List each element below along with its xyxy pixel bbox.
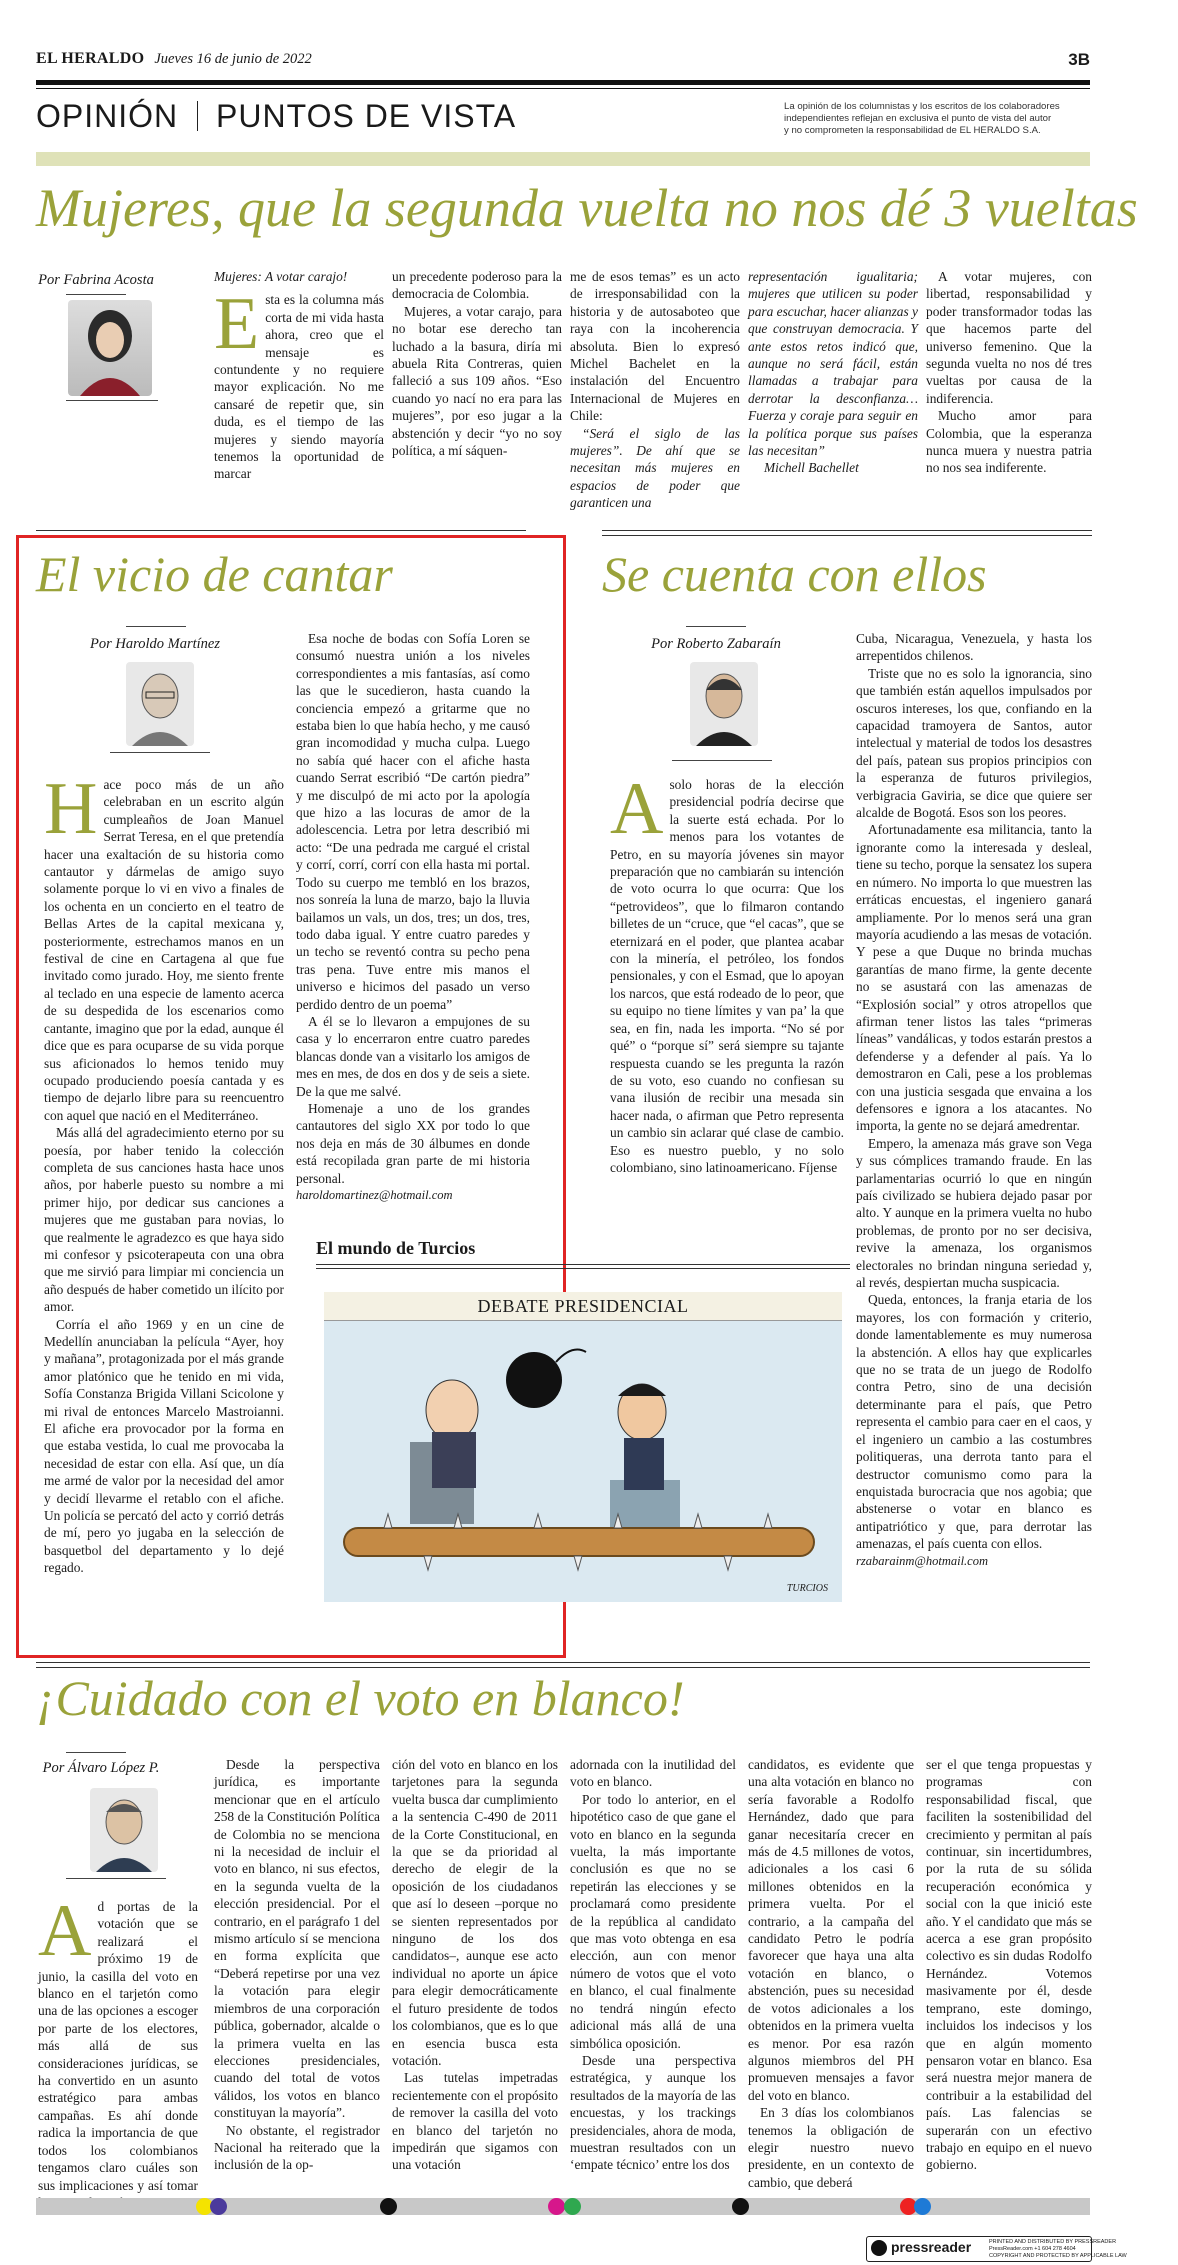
registration-dot-blue xyxy=(914,2198,931,2215)
article3-col1 xyxy=(610,768,844,1176)
pressreader-brand: pressreader xyxy=(891,2239,972,2255)
article4-title: ¡Cuidado con el voto en blanco! xyxy=(36,1670,685,1726)
article1-paragraph: me de esos temas” es un acto de irresponsabilidad con la historia y de autosaboteo que raya con la incoherencia absoluta. Bien lo expresó Michel Bachelet en la instalación del Encuentro Internacional de Mujeres en Chile: xyxy=(570,269,740,424)
pressreader-line: PRINTED AND DISTRIBUTED BY PRESSREADER xyxy=(989,2239,1117,2245)
article2-paragraph: Corría el año 1969 y en un cine de Medellín anunciaban la película “Ayer, hoy y mañana”, protagonizada por el más grande amor platónico que he tenido en mi vida, Sofía Constanza Brigida Villani Scicolone y mi rival de entonces Marcelo Mastroianni. El afiche era provocador por la forma en que estaba vestida, lo cual me provocaba la necesidad de estar con ella. Así que, un día me armé de valor por la necesidad del amor y decidí llevarme el retablo con el afiche. Un policía se percató del acto y corrió detrás de mí, pero yo jugaba en la selección de basquetbol del departamento y lo dejé regado. xyxy=(44,1316,284,1576)
article4-paragraph: ción del voto en blanco en los tarjetones para la segunda vuelta busca dar cumplimiento a la sentencia C-490 de 2011 de la Corte Constitucional, en la que se da prioridad al derecho de elegir de la oposición de los ciudadanos que así lo deseen –porque no se sienten representados por ninguno de los dos candidatos–, aunque ese acto individual no aporte un ápice para elegir democráticamente el futuro presidente de todos los colombianos, que es lo que en esencia busca esta votación. xyxy=(392,1757,558,2068)
section-rule xyxy=(602,535,1092,536)
article4-paragraph xyxy=(38,1890,198,2211)
cartoon-rule xyxy=(316,1268,850,1269)
page-number: 3B xyxy=(1068,50,1090,69)
paragraph-text: ace poco más de un año celebraban en un escrito algún cumpleaños de Joan Manuel Serrat Teresa, en el que pretendía hacer una exaltación de su historia como cantautor y dármelas de amigo suyo solamente porque lo vi en vivo a finales de los ochenta en un concierto en el teatro de Bellas Artes de la capital mexicana y, posteriormente, estrechamos manos en un festival de cine en Cartagena al que fue invitado como jurado. Hoy, me siento frente al teclado en una especie de lamento acerca de su despedida de los escenarios como cantante, imagino que por la edad, aunque él dice que es para ocuparse de su vida porque sus aficionados lo hemos tenido muy ocupado produciendo poesía cantada y es tiempo de dejarlo libre para su reencuentro con aquel que nació en el Mediterráneo. xyxy=(44,777,284,1123)
paragraph-text: solo horas de la elección presidencial podría decirse que la suerte está echada. Por lo menos para los votantes de Petro, en su mayoría jóvenes sin mayor preparación que no cambiarán su intención de voto ocurra lo que ocurra: Que los “petrovideos”, que lo filmaron contando billetes de un “cruce, que “el cacas”, que se eternizará en el poder, que plantea acabar con la minería, el petróleo, los fondos pensionales, y con el Esmad, que lo apoyan los narcos, que está rodeado de lo peor, que su equipo no tiene límites y van pa’ la que sea, en fin, nada les importa. “No sé por qué” o “porque sí” será siempre su tajante respuesta cuando se les pregunta la razón de su voto, eso cuando no confiesan su vana ilusión de recibir una mesada sin hacer nada, o afirman que Petro representa un cambio sin aclarar qué clase de cambio. Eso es nuestro pueblo, y no solo colombiano, sino latinoamericano. Fíjense xyxy=(610,777,844,1175)
author-email[interactable]: rzabarainm@hotmail.com xyxy=(856,1553,988,1568)
author-photo-haroldo xyxy=(126,662,194,746)
article1-byline: Por Fabrina Acosta xyxy=(38,272,154,288)
masthead xyxy=(36,50,1090,72)
article1-paragraph: Mujeres, a votar carajo, para no botar ese derecho tan luchado a la basura, diría mi abuela Rita Contreras, quien falleció a sus 109 años. “Eso cuando yo nací no era para las mujeres”, por eso jugar a la abstención y decir “yo no soy política, a mí sáquen- xyxy=(392,303,562,459)
pressreader-info xyxy=(989,2239,1127,2260)
article4-byline: Por Álvaro López P. xyxy=(42,1760,160,1776)
section-rule xyxy=(36,1662,1090,1663)
article3-byline: Por Roberto Zabaraín xyxy=(651,636,781,652)
article3-paragraph: Cuba, Nicaragua, Venezuela, y hasta los arrepentidos chilenos. xyxy=(856,631,1092,664)
photo-rule xyxy=(110,752,210,753)
registration-dot-green xyxy=(564,2198,581,2215)
section-header xyxy=(36,98,516,138)
masthead-rule xyxy=(36,80,1090,85)
article2-byline: Por Haroldo Martínez xyxy=(90,636,220,652)
article4-paragraph: Por todo lo anterior, en el hipotético caso de que gane el voto en blanco en la segunda vuelta, la más importante conclusión es que no se repetirán las elecciones y se proclamará como presidente de la república al candidato que mas voto obtenga en esa elección, aun con menor número de votos que el voto en blanco, el cual finalmente no tendrá ningún efecto adicional más allá de una simbólica oposición. xyxy=(570,1791,736,2051)
article4-col1 xyxy=(38,1890,198,2211)
article1-paragraph xyxy=(214,283,384,482)
portrait-icon xyxy=(68,300,152,396)
registration-dot-black xyxy=(380,2198,397,2215)
article2-title: El vicio de cantar xyxy=(36,546,393,602)
article3-col2 xyxy=(856,630,1092,1570)
cartoon-drawing xyxy=(324,1292,842,1602)
article3-title: Se cuenta con ellos xyxy=(602,546,987,602)
article3-paragraph: Afortunadamente esa militancia, tanto la ignorante como la interesada y desleal, tiene su techo, porque la sensatez los supera en número. No importa lo que muestren las erráticas encuestas, el ingeniero ganará ampliamente. Por lo menos será una gran mayoría acudiendo a las mesas de votación. Y pese a que Duque no brinda muchas garantías de mano firme, la gente decente no se asustará con las amenazas de “Explosión social” y otros atropellos que afirman tener listos las tales “primeras líneas” vandálicas, y todos estarán prestos a defenderse y a defender al país. Ya lo demostraron en Cali, pese a los problemas con una justicia sesgada que envaina a los defensores e ignora a los atacantes. No importa, la gente no se dejará amedrentar. xyxy=(856,822,1092,1134)
photo-rule xyxy=(66,400,158,401)
paragraph-text: d portas de la votación que se realizará el próximo 19 de junio, la casilla del voto en blanco en el tarjetón como una de las opciones a escoger por parte de los electores, más allá de sus consideraciones jurídicas, se ha convertido en un asunto estratégico para ambas campañas. Es ahí donde radica la importancia de que todos los colombianos tengamos claro cuáles son sus implicaciones y así tomar xyxy=(38,1899,198,2193)
article4-col2 xyxy=(214,1756,380,2174)
article1-paragraph: un precedente poderoso para la democracia de Colombia. xyxy=(392,269,562,302)
byline-rule xyxy=(126,626,186,627)
section-opinion: OPINIÓN xyxy=(36,98,179,134)
article3-paragraph: Empero, la amenaza más grave son Vega y sus cómplices tramando fraude. En las parlamentarias ocurrió lo que en ningún país civilizado se hubiera dejado pasar por alto. Y aunque en la primera vuelta no hubo problemas, de pronto por no ser decisiva, revive la amenaza, los organismos electorales no brindan ninguna seriedad y, al revés, despiertan mucha suspicacia. xyxy=(856,1135,1092,1291)
author-photo-roberto xyxy=(690,662,758,746)
photo-rule xyxy=(672,760,772,761)
article1-quote: “Será el siglo de las mujeres”. De ahí que se necesitan más mujeres en espacios de poder que garanticen una xyxy=(570,425,740,511)
article1-paragraph: Mucho amor para Colombia, que la esperanza nunca muera y nuestra patria no nos sea indiferente. xyxy=(926,408,1092,476)
author-photo-fabrina xyxy=(68,300,152,396)
article2-col2 xyxy=(296,630,530,1204)
article4-paragraph: Desde una perspectiva estratégica, y aunque los resultados de la mayoría de las encuestas, y los trackings presidenciales, ahora de moda, muestran resultados con un ‘empate técnico’ entre los dos xyxy=(570,2052,736,2173)
article1-col4 xyxy=(748,268,918,477)
article4-col4 xyxy=(570,1756,736,2174)
article3-paragraph: Queda, entonces, la franja etaria de los mayores, los con formación y criterio, donde lamentablemente es muy numerosa la abstención. A ellos hay que explicarles que no se trata de un juego de Rodolfo contra Petro, sino de una decisión determinante para el país, que Petro representa el cambio para caer en el caos, y el ingeniero un cambio a las costumbres politiqueras, una derrota tanto para el destructor comunismo como para la enquistada burocracia que nos agobia; que abstenerse o votar en blanco es antipatriótico y que, para derrotar las amenazas, el país cuenta con ellos. xyxy=(856,1292,1092,1552)
article2-paragraph: Más allá del agradecimiento eterno por su poesía, por haber tenido la colección completa de sus canciones hasta hace unos años, por haberle puesto su nombre a mi primer hijo, por dedicar sus canciones a mujeres que me gustaban para novias, lo que realmente le agradezco es que haya sido mi confesor y psicoterapeuta con una obra que me sirvió para limpiar mi conciencia un año después de haber cometido un ilícito por amor. xyxy=(44,1125,284,1315)
article1-col2 xyxy=(392,268,562,459)
drop-cap: A xyxy=(38,1890,92,1972)
article4-paragraph: Desde la perspectiva jurídica, es importante mencionar que en el artículo 258 de la Constitución Política de Colombia no se menciona ni la necesidad de incluir el voto en blanco, ni sus efectos, en la segunda vuelta de la elección presidencial. Por el contrario, en el parágrafo 1 del mismo artículo sí se menciona en forma explícita que “Deberá repetirse por una vez la votación para elegir miembros de una corporación pública, gobernador, alcalde o la primera vuelta en las elecciones presidenciales, cuando del total de votos válidos, los votos en blanco constituyan la mayoría”. xyxy=(214,1757,380,2121)
article1-title: Mujeres, que la segunda vuelta no nos dé 3 vueltas xyxy=(36,178,1138,238)
photo-rule xyxy=(66,1878,166,1879)
pressreader-icon xyxy=(871,2240,887,2256)
article1-quote: representación igualitaria; mujeres que utilicen su poder para escuchar, hacer alianzas y que construyan democracia. Y ante estos retos indicó que, aunque no será fácil, están llamadas a trabajar para derrotar la desconfianza… Fuerza y coraje para seguir en la política porque sus países las necesitan” xyxy=(748,269,918,459)
disclaimer xyxy=(784,101,1094,137)
registration-dot-magenta xyxy=(548,2198,565,2215)
article1-col3 xyxy=(570,268,740,512)
article1-col1 xyxy=(214,268,384,483)
section-rule xyxy=(602,530,1092,531)
article1-kicker: Mujeres: A votar carajo! xyxy=(214,269,348,284)
author-email[interactable]: haroldomartinez@hotmail.com xyxy=(296,1188,453,1202)
drop-cap: A xyxy=(610,768,664,850)
article4-paragraph: No obstante, el registrador Nacional ha reiterado que la inclusión de la op- xyxy=(214,2122,380,2173)
article4-paragraph: En 3 días los colombianos tenemos la obligación de elegir nuestro nuevo presidente, en un contexto de cambio, que deberá xyxy=(748,2105,914,2190)
registration-dot-black xyxy=(732,2198,749,2215)
cartoon xyxy=(324,1292,842,1602)
disclaimer-line: y no comprometen la responsabilidad de EL HERALDO S.A. xyxy=(784,125,1041,136)
article4-paragraph: candidatos, es evidente que una alta votación en blanco no sería favorable a Rodolfo Hernández, dado que para ganar necesitaría crecer en más de 4.5 millones de votos, adicionales a los casi 6 millones obtenidos en la primera vuelta. Por el contrario, a la campaña del candidato Petro le podría favorecer que haya una alta votación en blanco, o abstención, pues su necesidad de votos adicionales a los obtenidos en la primera vuelta es menor. Por esa razón algunos miembros del PH promueven mensajes a favor del voto en blanco. xyxy=(748,1757,914,2103)
article4-col3 xyxy=(392,1756,558,2174)
disclaimer-line: La opinión de los columnistas y los escritos de los colaboradores xyxy=(784,101,1060,112)
article2-col1 xyxy=(44,768,284,1577)
paragraph-text: sta es la columna más corta de mi vida hasta ahora, creo que el mensaje es contundente y no requiere mayor explicación. No me cansaré de repetir que, sin duda, es el tiempo de las mujeres y siendo mayoría tenemos la oportunidad de marcar xyxy=(214,292,384,482)
section-rule xyxy=(36,530,526,531)
article4-paragraph: ser el que tenga propuestas y programas con responsabilidad fiscal, que faciliten la sostenibilidad del crecimiento y permitan al país continuar, sin incertidumbres, por la ruta de su sólida recuperación económica y social con la que inició este año. Y el candidato que más se acerca a ese gran propósito colectivo es sin dudas Rodolfo Hernández. Votemos masivamente por él, desde temprano, este domingo, incluidos los indecisos y los que en algún momento pensaron votar en blanco. Esa será nuestra mejor manera de contribuir a la estabilidad del país. Las falencias se superarán con un efectivo trabajo en equipo en el nuevo gobierno. xyxy=(926,1757,1092,2173)
article2-paragraph xyxy=(44,768,284,1124)
article2-paragraph: Esa noche de bodas con Sofía Loren se consumó nuestra unión a los niveles correspondientes a mis fantasías, así como las que le sucedieron, hasta cuando la conciencia empezó a gritarme que no estaba bien lo que había hecho, y me causó gran incomodidad y mucha culpa. Luego no sabía qué hacer con el afiche hasta cuando Serrat escribió “De cartón piedra” y me disculpó de mi acto por la apología que hizo a las locuras de amor de la adolescencia. Letra por letra describió mi acto: “De una pedrada me cargué el cristal y corrí, corrí, corrí con ella hasta mi portal. Todo su cuerpo me tembló en los brazos, nos sonreía la luna de marzo, bajo la lluvia bailamos un vals, un dos, tres; un dos, tres, todo daba igual. Y entre cuatro paredes y un techo se reventó contra su pecho pena tras pena. Tuve entre mis manos el universo e hicimos del pasado un verso perdido dentro de un poema” xyxy=(296,631,530,1012)
article3-paragraph: Triste que no es solo la ignorancia, sino que también están aquellos impulsados por oscuros intereses, los que, confiando en la capacidad tramoyera de Santos, autor intelectual y material de todos los desastres del país, patean sus propios principios con la esperanza de futuros privilegios, verbigracia Gaviria, se dice que quiere ser alcalde de Bogotá. Esos son los peores. xyxy=(856,665,1092,821)
article4-paragraph: adornada con la inutilidad del voto en blanco. xyxy=(570,1757,736,1790)
byline-rule xyxy=(686,626,746,627)
cartoon-banner-text: DEBATE PRESIDENCIAL xyxy=(477,1296,689,1316)
byline-rule xyxy=(66,294,126,295)
pressreader-line: COPYRIGHT AND PROTECTED BY APPLICABLE LAW xyxy=(989,2253,1127,2259)
article1-signature: Michell Bachellet xyxy=(764,460,859,476)
article3-paragraph xyxy=(610,768,844,1176)
section-divider xyxy=(197,101,198,131)
portrait-icon xyxy=(690,662,758,746)
byline-rule xyxy=(66,1752,126,1753)
article4-col6 xyxy=(926,1756,1092,2174)
article4-paragraph: Las tutelas impetradas recientemente con el propósito de remover la casilla del voto en blanco del tarjetón no impedirán que sigamos con una votación xyxy=(392,2070,558,2173)
drop-cap: E xyxy=(214,283,260,366)
masthead-rule-thin xyxy=(36,88,1090,89)
pressreader-line: PressReader.com +1 604 278 4604 xyxy=(989,2246,1076,2252)
article2-paragraph: Homenaje a uno de los grandes cantautores del siglo XX por todo lo que nos deja en más de 30 álbumes en donde está recopilada gran parte de mi historia personal. xyxy=(296,1100,530,1186)
drop-cap: H xyxy=(44,768,98,850)
registration-dot-purple xyxy=(210,2198,227,2215)
cartoon-section-title: El mundo de Turcios xyxy=(316,1238,476,1258)
article1-paragraph: A votar mujeres, con libertad, responsabilidad y poder transformador todas las que hacemos parte del universo femenino. Que la segunda vuelta no nos dé tres vueltas por causa de la indiferencia. xyxy=(926,269,1092,406)
article1-col5 xyxy=(926,268,1092,477)
article4-col5 xyxy=(748,1756,914,2191)
author-photo-alvaro xyxy=(90,1788,158,1872)
cartoon-signature: TURCIOS xyxy=(786,1583,828,1594)
bomb-icon xyxy=(506,1352,562,1408)
article2-paragraph: A él se lo llevaron a empujones de su casa y lo encerraron entre cuatro paredes blancas donde van a visitarlo los amigos de mes en mes, de dos en dos y de seis a siete. De la que me salvé. xyxy=(296,1013,530,1099)
disclaimer-line: independientes reflejan en exclusiva el punto de vista del autor xyxy=(784,113,1052,124)
newspaper-name: EL HERALDO xyxy=(36,50,145,67)
cartoon-rule xyxy=(316,1264,850,1265)
accent-bar xyxy=(36,152,1090,166)
issue-date: Jueves 16 de junio de 2022 xyxy=(154,51,312,67)
section-puntos: PUNTOS DE VISTA xyxy=(216,98,517,134)
portrait-icon xyxy=(90,1788,158,1872)
portrait-icon xyxy=(126,662,194,746)
pressreader-logo[interactable] xyxy=(866,2236,1127,2262)
